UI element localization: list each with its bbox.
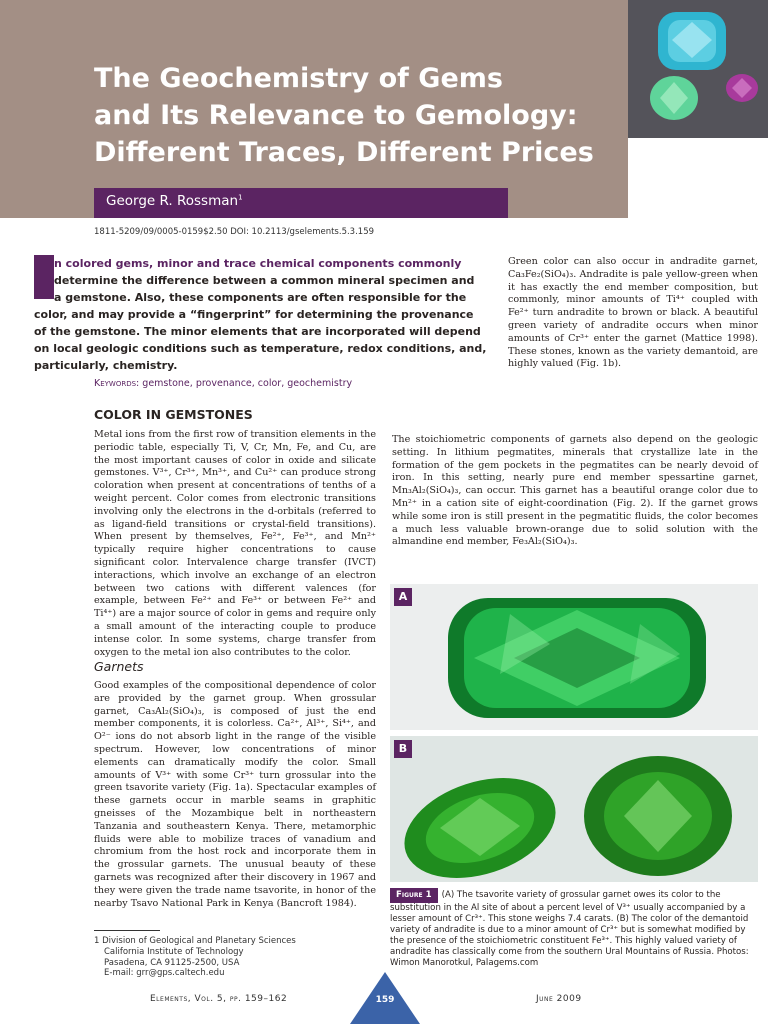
title-line: Different Traces, Different Prices — [94, 137, 594, 168]
green-gem-image — [650, 76, 698, 120]
footnote-line: California Institute of Technology — [104, 946, 244, 957]
header-band — [0, 0, 628, 218]
dropcap-letter — [34, 252, 54, 253]
body-paragraph: Green color can also occur in andradite garnet, Ca₃Fe₂(SiO₄)₃. Andradite is pale yellow-green when it has exactly the end member composition, but commonly, minor amounts of Ti⁴⁺ coupled with Fe²⁺ turn andradite to brown or black. A beautiful green variety of andradite occurs when minor amounts of Cr³⁺ enter the garnet (Mattice 1998). These stones, known as the variety demantoid, are highly valued (Fig. 1b). — [508, 256, 758, 370]
author-bar — [94, 188, 508, 218]
author-name: George R. Rossman$^1$ — [106, 193, 243, 209]
footnote-rule — [94, 930, 160, 931]
figure-caption-text: (A) The tsavorite variety of grossular garnet owes its color to the substitution in the Al site of about a percent level of V³⁺ usually accompanied by a lesser amount of Cr³⁺. This stone weighs 7.4 carats. (B) The color of the demantoid variety of andradite is due to a minor amount of Cr³⁺ but is somewhat modified by the presence of the stoichiometric constituent Fe³⁺. This highly valued variety of andradite has classically come from the southern Ural Mountains of Russia. Photos: Wimon Manorotkul, Palagems.com — [390, 890, 749, 968]
figure-caption — [390, 888, 754, 969]
keywords-text: gemstone, provenance, color, geochemistry — [142, 378, 353, 389]
body-paragraph: The stoichiometric components of garnets also depend on the geologic setting. In lithium pegmatites, minerals that crystallize late in the formation of the gem pockets in the pegmatites can be nearly devoid of iron. In this setting, nearly pure end member spessartine garnet, Mn₃Al₂(SiO₄)₃, can occur. This garnet has a beautiful orange color due to Mn²⁺ in a cation site of eight-coordination (Fig. 2). If the garnet grows while some iron is still present in the pegmatitic fluids, the color becomes a much less valuable brown-orange due to solid solution with the almandine end member, Fe₃Al₂(SiO₄)₃. — [392, 434, 758, 548]
gems-photo — [628, 0, 768, 138]
title-line: and Its Relevance to Gemology: — [94, 100, 578, 131]
figure-caption-tag: Figure 1 — [390, 888, 438, 903]
abstract-line: a gemstone. Also, these components are often responsible for the — [54, 291, 467, 304]
title-line: The Geochemistry of Gems — [94, 63, 503, 94]
figure-1b-image — [390, 736, 758, 882]
abstract-line: determine the difference between a common mineral specimen and — [54, 274, 475, 287]
abstract-line: particularly, chemistry. — [34, 359, 178, 372]
footnote-line: 1 Division of Geological and Planetary Sciences — [94, 936, 296, 946]
keywords — [94, 378, 352, 389]
blue-gem-image — [658, 12, 726, 70]
abstract-line: color, and may provide a “fingerprint” for determining the provenance — [34, 308, 474, 321]
purple-gem-image — [726, 74, 758, 102]
footnote-line: E-mail: grr@gps.caltech.edu — [104, 968, 225, 979]
page-number: 159 — [350, 972, 420, 1024]
body-paragraph: Metal ions from the first row of transition elements in the periodic table, especially Ti, V, Cr, Mn, Fe, and Cu, are the most important causes of color in oxide and silicate gemstones. V³⁺, Cr³⁺, Mn³⁺, and Cu²⁺ can produce strong coloration when present at concentrations of tenths of a weight percent. Color comes from electronic transitions involving only the electrons in the d-orbitals (referred to as ligand-field transitions or crystal-field transitions). When present by themselves, Fe²⁺, Fe³⁺, and Mn²⁺ typically require higher concentrations to cause significant color. Intervalence charge transfer (IVCT) interactions, which involve an exchange of an electron between two cations with different valences (for example, between Fe²⁺ and Fe³⁺ or between Fe²⁺ and Ti⁴⁺) are a major source of color in gems and require only a small amount of the interacting couple to produce intense color. In some systems, charge transfer from oxygen to the metal ion also contributes to the color. — [94, 429, 376, 658]
figure-label-a: A — [394, 588, 412, 606]
footer-date: June 2009 — [536, 994, 582, 1004]
article-title — [94, 60, 614, 171]
figure-1a-image — [390, 584, 758, 730]
subheading: Garnets — [94, 659, 144, 674]
abstract-line: of the gemstone. The minor elements that are incorporated will depend — [34, 325, 481, 338]
footnote — [94, 936, 296, 979]
abstract-line: n colored gems, minor and trace chemical components commonly — [54, 257, 462, 270]
abstract-line: on local geologic conditions such as temperature, redox conditions, and, — [34, 342, 487, 355]
demantoid-gem-image-right — [584, 756, 732, 876]
section-heading: COLOR IN GEMSTONES — [94, 407, 253, 422]
body-paragraph: Good examples of the compositional dependence of color are provided by the garnet group. When grossular garnet, Ca₃Al₂(SiO₄)₃, is composed of just the end member components, it is colorless. Ca²⁺, Al³⁺, Si⁴⁺, and O²⁻ ions do not absorb light in the range of the visible spectrum. However, low concentrations of minor elements can dramatically modify the color. Small amounts of V³⁺ with some Cr³⁺ turn grossular into the green tsavorite variety (Fig. 1a). Spectacular examples of these garnets occur in marble seams in graphitic gneisses of the Mozambique belt in northeastern Tanzania and southeastern Kenya. There, metamorphic fluids were able to mobilize traces of vanadium and chromium from the host rock and incorporate them in the grossular garnets. The unusual beauty of these garnets was recognized after their discovery in 1967 and they were given the trade name tsavorite, in honor of the nearby Tsavo National Park in Kenya (Bancroft 1984). — [94, 680, 376, 909]
doi-line: 1811-5209/09/0005-0159$2.50 DOI: 10.2113/gselements.5.3.159 — [94, 227, 375, 237]
tsavorite-gem-image — [448, 598, 706, 718]
footnote-line: Pasadena, CA 91125-2500, USA — [104, 957, 240, 968]
figure-label-b: B — [394, 740, 412, 758]
keywords-label: Keywords: — [94, 378, 140, 389]
footer-journal: Elements, Vol. 5, pp. 159–162 — [150, 994, 288, 1004]
